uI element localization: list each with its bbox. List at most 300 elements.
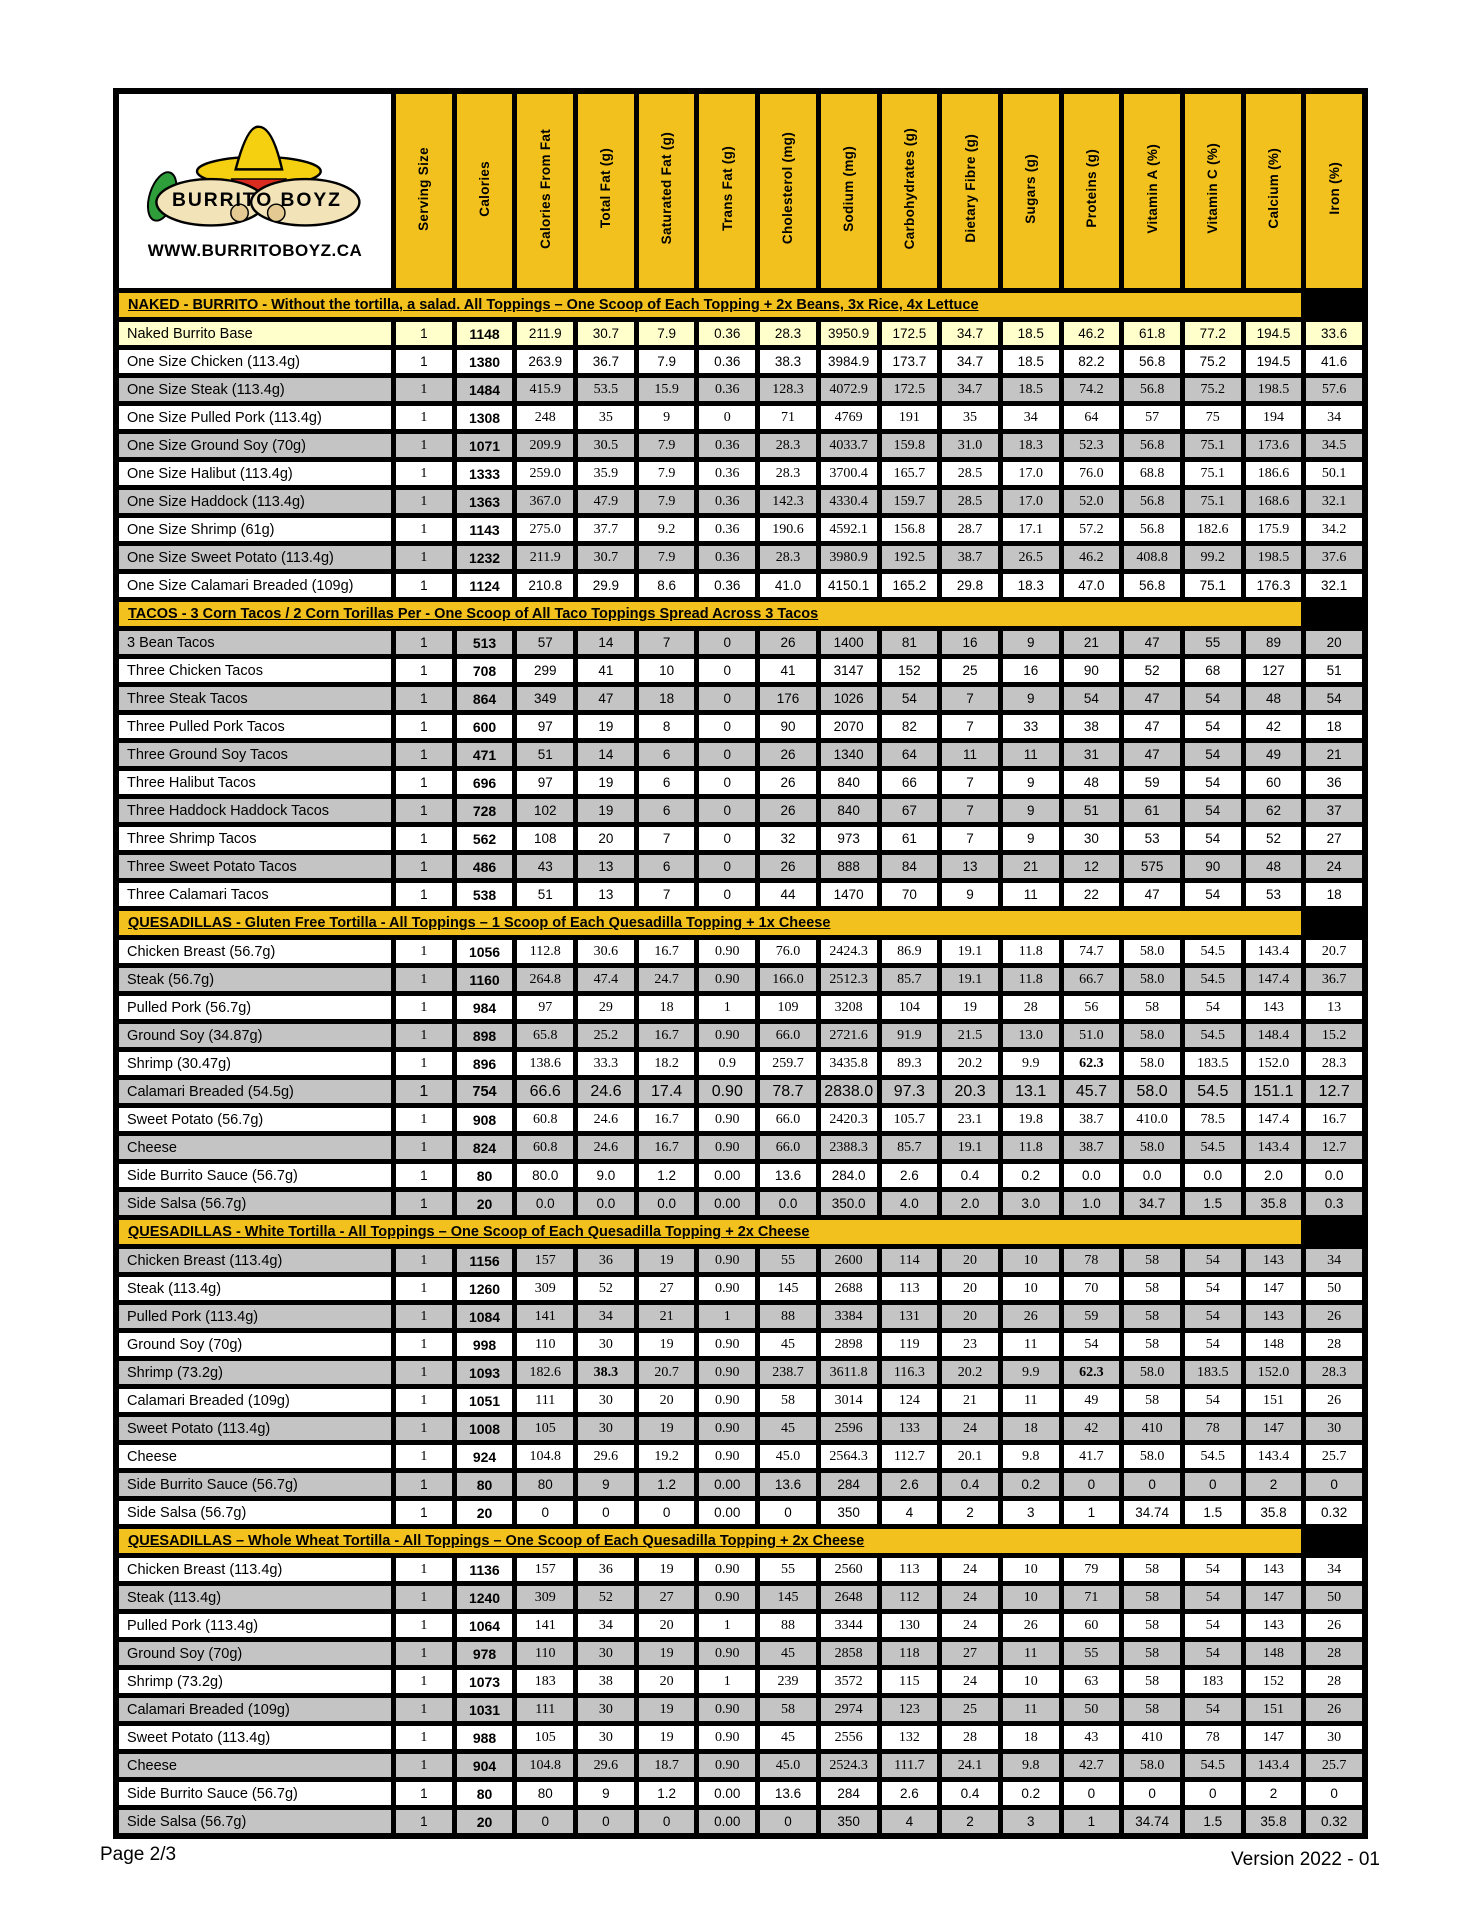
- nutrition-value-cell: 12.7: [1306, 1080, 1362, 1103]
- nutrition-value-cell: 173.7: [882, 350, 938, 373]
- nutrition-value-cell: 54: [1185, 743, 1241, 766]
- nutrition-value-cell: 0.4: [942, 1164, 998, 1187]
- nutrition-value-cell: 978: [457, 1642, 513, 1665]
- nutrition-value-cell: 1: [396, 1108, 452, 1131]
- nutrition-value-cell: 19: [639, 1249, 695, 1272]
- nutrition-value-cell: 172.5: [882, 322, 938, 345]
- nutrition-value-cell: 75.2: [1185, 350, 1241, 373]
- nutrition-value-cell: 34.7: [942, 350, 998, 373]
- nutrition-value-cell: 111.7: [882, 1754, 938, 1777]
- nutrition-value-cell: 9: [1003, 687, 1059, 710]
- nutrition-value-cell: 23: [942, 1333, 998, 1356]
- nutrition-value-cell: 1: [396, 743, 452, 766]
- nutrition-value-cell: 263.9: [517, 350, 573, 373]
- column-header-iron: [1306, 94, 1362, 288]
- nutrition-value-cell: 0.0: [578, 1192, 634, 1215]
- nutrition-value-cell: 111: [517, 1698, 573, 1721]
- nutrition-value-cell: 513: [457, 631, 513, 654]
- nutrition-value-cell: 16.7: [639, 1108, 695, 1131]
- nutrition-value-cell: 21: [942, 1389, 998, 1412]
- item-name-cell: One Size Shrimp (61g): [119, 518, 391, 541]
- nutrition-value-cell: 0: [639, 1501, 695, 1524]
- nutrition-value-cell: 35.8: [1246, 1192, 1302, 1215]
- nutrition-value-cell: 7.9: [639, 462, 695, 485]
- nutrition-value-cell: 37.6: [1306, 546, 1362, 569]
- column-header-calories: [457, 94, 513, 288]
- table-row: [119, 1164, 1362, 1187]
- nutrition-value-cell: 2524.3: [821, 1754, 877, 1777]
- nutrition-value-cell: 1: [396, 1445, 452, 1468]
- nutrition-value-cell: 259.7: [760, 1052, 816, 1075]
- nutrition-value-cell: 1: [396, 1501, 452, 1524]
- section-title: QUESADILLAS – Whole Wheat Tortilla - All Toppings – One Scoop of Each Quesadilla Topping + 2x Cheese: [128, 1533, 865, 1549]
- nutrition-value-cell: 9.8: [1003, 1754, 1059, 1777]
- nutrition-value-cell: 24.7: [639, 968, 695, 991]
- nutrition-value-cell: 4033.7: [821, 434, 877, 457]
- nutrition-value-cell: 57: [517, 631, 573, 654]
- nutrition-value-cell: 54: [1185, 1249, 1241, 1272]
- nutrition-value-cell: 1: [396, 322, 452, 345]
- nutrition-value-cell: 50.1: [1306, 462, 1362, 485]
- nutrition-value-cell: 2: [1246, 1473, 1302, 1496]
- table-row: [119, 1080, 1362, 1103]
- nutrition-value-cell: 26: [760, 855, 816, 878]
- nutrition-value-cell: 51: [517, 883, 573, 906]
- nutrition-value-cell: 20: [1306, 631, 1362, 654]
- nutrition-value-cell: 0: [1124, 1473, 1180, 1496]
- nutrition-value-cell: 0: [1185, 1473, 1241, 1496]
- nutrition-value-cell: 2070: [821, 715, 877, 738]
- nutrition-value-cell: 10: [1003, 1249, 1059, 1272]
- nutrition-value-cell: 1: [396, 1389, 452, 1412]
- item-name-cell: Steak (113.4g): [119, 1586, 391, 1609]
- item-name-cell: Sweet Potato (113.4g): [119, 1417, 391, 1440]
- nutrition-value-cell: 1: [396, 518, 452, 541]
- nutrition-value-cell: 14: [578, 743, 634, 766]
- nutrition-value-cell: 34.5: [1306, 434, 1362, 457]
- nutrition-value-cell: 10: [1003, 1558, 1059, 1581]
- nutrition-value-cell: 1008: [457, 1417, 513, 1440]
- nutrition-value-cell: 143: [1246, 1614, 1302, 1637]
- section-header-row: [119, 911, 1362, 935]
- nutrition-value-cell: 35: [578, 406, 634, 429]
- nutrition-value-cell: 54: [1185, 687, 1241, 710]
- item-name-cell: Side Burrito Sauce (56.7g): [119, 1782, 391, 1805]
- nutrition-value-cell: 28: [942, 1726, 998, 1749]
- nutrition-value-cell: 575: [1124, 855, 1180, 878]
- nutrition-value-cell: 183: [1185, 1670, 1241, 1693]
- column-header-label: Trans Fat (g): [719, 146, 735, 231]
- nutrition-value-cell: 984: [457, 996, 513, 1019]
- nutrition-value-cell: 64: [882, 743, 938, 766]
- nutrition-value-cell: 38.3: [578, 1361, 634, 1384]
- nutrition-value-cell: 194: [1246, 406, 1302, 429]
- nutrition-value-cell: 54: [1064, 687, 1120, 710]
- nutrition-value-cell: 111: [517, 1389, 573, 1412]
- nutrition-value-cell: 132: [882, 1726, 938, 1749]
- nutrition-value-cell: 0: [699, 659, 755, 682]
- nutrition-value-cell: 67: [882, 799, 938, 822]
- nutrition-value-cell: 888: [821, 855, 877, 878]
- column-header-label: Total Fat (g): [598, 148, 614, 229]
- nutrition-value-cell: 151: [1246, 1698, 1302, 1721]
- table-row: [119, 1726, 1362, 1749]
- nutrition-value-cell: 36: [578, 1558, 634, 1581]
- column-header-label: Dietary Fibre (g): [962, 134, 978, 243]
- nutrition-value-cell: 0: [699, 406, 755, 429]
- nutrition-value-cell: 78: [1185, 1726, 1241, 1749]
- table-row: [119, 1333, 1362, 1356]
- nutrition-value-cell: 54.5: [1185, 1136, 1241, 1159]
- nutrition-value-cell: 90: [1185, 855, 1241, 878]
- nutrition-value-cell: 54: [1185, 1389, 1241, 1412]
- nutrition-value-cell: 2564.3: [821, 1445, 877, 1468]
- nutrition-value-cell: 61.8: [1124, 322, 1180, 345]
- nutrition-value-cell: 68.8: [1124, 462, 1180, 485]
- nutrition-value-cell: 20: [942, 1277, 998, 1300]
- nutrition-value-cell: 1: [396, 883, 452, 906]
- nutrition-value-cell: 1.0: [1064, 1192, 1120, 1215]
- nutrition-value-cell: 46.2: [1064, 546, 1120, 569]
- nutrition-value-cell: 3980.9: [821, 546, 877, 569]
- nutrition-value-cell: 56.8: [1124, 434, 1180, 457]
- item-name-cell: One Size Chicken (113.4g): [119, 350, 391, 373]
- nutrition-value-cell: 186.6: [1246, 462, 1302, 485]
- nutrition-value-cell: 1: [396, 1670, 452, 1693]
- nutrition-value-cell: 1: [396, 715, 452, 738]
- item-name-cell: Three Chicken Tacos: [119, 659, 391, 682]
- nutrition-value-cell: 53: [1246, 883, 1302, 906]
- nutrition-value-cell: 54: [1185, 799, 1241, 822]
- nutrition-value-cell: 0.0: [517, 1192, 573, 1215]
- table-row: [119, 1136, 1362, 1159]
- nutrition-value-cell: 66.6: [517, 1080, 573, 1103]
- nutrition-value-cell: 13.6: [760, 1782, 816, 1805]
- nutrition-value-cell: 81: [882, 631, 938, 654]
- nutrition-value-cell: 145: [760, 1586, 816, 1609]
- nutrition-value-cell: 7.9: [639, 434, 695, 457]
- nutrition-value-cell: 10: [1003, 1586, 1059, 1609]
- nutrition-value-cell: 0: [1306, 1782, 1362, 1805]
- burrito-boyz-logo: [120, 95, 390, 287]
- nutrition-value-cell: 49: [1064, 1389, 1120, 1412]
- nutrition-value-cell: 80.0: [517, 1164, 573, 1187]
- nutrition-value-cell: 27: [942, 1642, 998, 1665]
- nutrition-value-cell: 1: [396, 1164, 452, 1187]
- section-header: [119, 1529, 1301, 1553]
- nutrition-value-cell: 309: [517, 1277, 573, 1300]
- nutrition-value-cell: 26: [1306, 1698, 1362, 1721]
- nutrition-value-cell: 105: [517, 1726, 573, 1749]
- nutrition-value-cell: 824: [457, 1136, 513, 1159]
- nutrition-value-cell: 25.7: [1306, 1445, 1362, 1468]
- nutrition-value-cell: 26: [760, 631, 816, 654]
- nutrition-value-cell: 0.36: [699, 518, 755, 541]
- nutrition-value-cell: 29.8: [942, 574, 998, 597]
- nutrition-value-cell: 9.9: [1003, 1052, 1059, 1075]
- table-row: [119, 574, 1362, 597]
- nutrition-value-cell: 1: [396, 1080, 452, 1103]
- nutrition-value-cell: 30: [578, 1333, 634, 1356]
- item-name-cell: One Size Haddock (113.4g): [119, 490, 391, 513]
- nutrition-value-cell: 0: [699, 827, 755, 850]
- nutrition-value-cell: 0.36: [699, 546, 755, 569]
- item-name-cell: Chicken Breast (113.4g): [119, 1558, 391, 1581]
- nutrition-value-cell: 58: [1124, 1305, 1180, 1328]
- item-name-cell: Shrimp (73.2g): [119, 1670, 391, 1693]
- nutrition-value-cell: 18: [1003, 1726, 1059, 1749]
- nutrition-value-cell: 1056: [457, 940, 513, 963]
- nutrition-value-cell: 54: [1064, 1333, 1120, 1356]
- nutrition-value-cell: 18.5: [1003, 350, 1059, 373]
- nutrition-value-cell: 183.5: [1185, 1052, 1241, 1075]
- nutrition-value-cell: 112.7: [882, 1445, 938, 1468]
- nutrition-value-cell: 34.7: [1124, 1192, 1180, 1215]
- nutrition-value-cell: 28.3: [760, 322, 816, 345]
- column-header-label: Saturated Fat (g): [659, 132, 675, 245]
- nutrition-value-cell: 0.00: [699, 1501, 755, 1524]
- nutrition-value-cell: 2898: [821, 1333, 877, 1356]
- nutrition-value-cell: 108: [517, 827, 573, 850]
- item-name-cell: Three Ground Soy Tacos: [119, 743, 391, 766]
- nutrition-value-cell: 16: [1003, 659, 1059, 682]
- table-row: [119, 1389, 1362, 1412]
- nutrition-value-cell: 12: [1064, 855, 1120, 878]
- table-row: [119, 1698, 1362, 1721]
- nutrition-value-cell: 35.8: [1246, 1810, 1302, 1833]
- nutrition-value-cell: 54: [1185, 1614, 1241, 1637]
- nutrition-value-cell: 33.6: [1306, 322, 1362, 345]
- nutrition-value-cell: 175.9: [1246, 518, 1302, 541]
- nutrition-value-cell: 12.7: [1306, 1136, 1362, 1159]
- nutrition-value-cell: 28.3: [760, 462, 816, 485]
- table-row: [119, 546, 1362, 569]
- nutrition-value-cell: 55: [760, 1249, 816, 1272]
- nutrition-value-cell: 54: [1185, 996, 1241, 1019]
- nutrition-value-cell: 350: [821, 1501, 877, 1524]
- nutrition-value-cell: 54: [1185, 1698, 1241, 1721]
- nutrition-value-cell: 147.4: [1246, 1108, 1302, 1131]
- nutrition-value-cell: 24: [942, 1558, 998, 1581]
- table-row: [119, 715, 1362, 738]
- nutrition-value-cell: 16.7: [1306, 1108, 1362, 1131]
- nutrition-value-cell: 30.7: [578, 546, 634, 569]
- nutrition-value-cell: 17.1: [1003, 518, 1059, 541]
- nutrition-value-cell: 36: [1306, 771, 1362, 794]
- nutrition-value-cell: 192.5: [882, 546, 938, 569]
- nutrition-value-cell: 0.90: [699, 1417, 755, 1440]
- nutrition-value-cell: 35.9: [578, 462, 634, 485]
- nutrition-value-cell: 1: [396, 996, 452, 1019]
- column-header-label: Vitamin C (%): [1205, 143, 1221, 234]
- nutrition-value-cell: 754: [457, 1080, 513, 1103]
- nutrition-value-cell: 1363: [457, 490, 513, 513]
- nutrition-value-cell: 52.3: [1064, 434, 1120, 457]
- nutrition-value-cell: 31.0: [942, 434, 998, 457]
- nutrition-value-cell: 194.5: [1246, 350, 1302, 373]
- table-row: [119, 799, 1362, 822]
- nutrition-value-cell: 0.36: [699, 434, 755, 457]
- nutrition-value-cell: 1148: [457, 322, 513, 345]
- nutrition-value-cell: 0.36: [699, 322, 755, 345]
- nutrition-value-cell: 19.2: [639, 1445, 695, 1468]
- nutrition-value-cell: 410: [1124, 1726, 1180, 1749]
- table-row: [119, 462, 1362, 485]
- nutrition-value-cell: 10: [1003, 1277, 1059, 1300]
- nutrition-value-cell: 78: [1185, 1417, 1241, 1440]
- nutrition-value-cell: 45: [760, 1333, 816, 1356]
- nutrition-value-cell: 74.2: [1064, 378, 1120, 401]
- nutrition-value-cell: 4150.1: [821, 574, 877, 597]
- nutrition-value-cell: 183: [517, 1670, 573, 1693]
- nutrition-value-cell: 19: [639, 1417, 695, 1440]
- nutrition-value-cell: 147.4: [1246, 968, 1302, 991]
- nutrition-value-cell: 1: [1064, 1810, 1120, 1833]
- column-header-label: Vitamin A (%): [1144, 143, 1160, 234]
- nutrition-value-cell: 367.0: [517, 490, 573, 513]
- nutrition-value-cell: 0.90: [699, 1726, 755, 1749]
- nutrition-value-cell: 0.90: [699, 1080, 755, 1103]
- nutrition-value-cell: 54: [1185, 1586, 1241, 1609]
- nutrition-value-cell: 3.0: [1003, 1192, 1059, 1215]
- nutrition-value-cell: 17.4: [639, 1080, 695, 1103]
- nutrition-value-cell: 53.5: [578, 378, 634, 401]
- nutrition-value-cell: 1: [396, 631, 452, 654]
- nutrition-value-cell: 1: [396, 1417, 452, 1440]
- nutrition-value-cell: 89.3: [882, 1052, 938, 1075]
- nutrition-value-cell: 0: [699, 687, 755, 710]
- nutrition-value-cell: 60: [1246, 771, 1302, 794]
- nutrition-value-cell: 0.36: [699, 350, 755, 373]
- nutrition-value-cell: 28: [1003, 996, 1059, 1019]
- table-row: [119, 1670, 1362, 1693]
- nutrition-value-cell: 0.32: [1306, 1501, 1362, 1524]
- nutrition-value-cell: 54: [882, 687, 938, 710]
- nutrition-value-cell: 54.5: [1185, 1024, 1241, 1047]
- nutrition-value-cell: 0: [699, 771, 755, 794]
- nutrition-value-cell: 18.3: [1003, 574, 1059, 597]
- nutrition-value-cell: 198.5: [1246, 546, 1302, 569]
- nutrition-value-cell: 60: [1064, 1614, 1120, 1637]
- table-row: [119, 1782, 1362, 1805]
- nutrition-value-cell: 11: [1003, 1698, 1059, 1721]
- table-row: [119, 1052, 1362, 1075]
- item-name-cell: Ground Soy (70g): [119, 1642, 391, 1665]
- nutrition-value-cell: 1: [396, 1726, 452, 1749]
- nutrition-value-cell: 52: [578, 1277, 634, 1300]
- section-title: QUESADILLAS - Gluten Free Tortilla - All Toppings – 1 Scoop of Each Quesadilla Topping + 1x Cheese: [128, 915, 831, 931]
- nutrition-value-cell: 88: [760, 1614, 816, 1637]
- nutrition-value-cell: 58.0: [1124, 1136, 1180, 1159]
- nutrition-value-cell: 0: [760, 1501, 816, 1524]
- nutrition-value-cell: 104.8: [517, 1445, 573, 1468]
- nutrition-value-cell: 64: [1064, 406, 1120, 429]
- nutrition-value-cell: 29: [578, 996, 634, 1019]
- nutrition-value-cell: 45.0: [760, 1445, 816, 1468]
- nutrition-value-cell: 2858: [821, 1642, 877, 1665]
- nutrition-value-cell: 34.74: [1124, 1810, 1180, 1833]
- nutrition-value-cell: 309: [517, 1586, 573, 1609]
- item-name-cell: Three Calamari Tacos: [119, 883, 391, 906]
- nutrition-value-cell: 61: [1124, 799, 1180, 822]
- nutrition-value-cell: 24: [942, 1417, 998, 1440]
- table-row: [119, 1108, 1362, 1131]
- nutrition-value-cell: 7: [942, 827, 998, 850]
- nutrition-value-cell: 4592.1: [821, 518, 877, 541]
- nutrition-value-cell: 0.90: [699, 1558, 755, 1581]
- nutrition-value-cell: 143.4: [1246, 1136, 1302, 1159]
- nutrition-value-cell: 75.2: [1185, 378, 1241, 401]
- nutrition-value-cell: 58.0: [1124, 1052, 1180, 1075]
- item-name-cell: Side Salsa (56.7g): [119, 1192, 391, 1215]
- nutrition-value-cell: 45.7: [1064, 1080, 1120, 1103]
- nutrition-value-cell: 28.3: [760, 546, 816, 569]
- nutrition-value-cell: 0: [1185, 1782, 1241, 1805]
- nutrition-value-cell: 71: [1064, 1586, 1120, 1609]
- section-title: NAKED - BURRITO - Without the tortilla, a salad. All Toppings – One Scoop of Each Topping + 2x Beans, 3x Rice, 4x Lettuce: [128, 297, 979, 313]
- nutrition-value-cell: 2: [1246, 1782, 1302, 1805]
- nutrition-value-cell: 47: [1124, 631, 1180, 654]
- nutrition-value-cell: 1: [396, 827, 452, 850]
- nutrition-value-cell: 128.3: [760, 378, 816, 401]
- nutrition-value-cell: 123: [882, 1698, 938, 1721]
- nutrition-value-cell: 211.9: [517, 546, 573, 569]
- nutrition-value-cell: 56.8: [1124, 574, 1180, 597]
- item-name-cell: Cheese: [119, 1754, 391, 1777]
- nutrition-value-cell: 0: [1124, 1782, 1180, 1805]
- nutrition-value-cell: 248: [517, 406, 573, 429]
- nutrition-value-cell: 20: [457, 1192, 513, 1215]
- nutrition-value-cell: 66.7: [1064, 968, 1120, 991]
- nutrition-value-cell: 33.3: [578, 1052, 634, 1075]
- nutrition-value-cell: 3014: [821, 1389, 877, 1412]
- nutrition-value-cell: 48: [1246, 687, 1302, 710]
- nutrition-value-cell: 54: [1306, 687, 1362, 710]
- nutrition-value-cell: 2388.3: [821, 1136, 877, 1159]
- nutrition-value-cell: 85.7: [882, 968, 938, 991]
- nutrition-value-cell: 58: [1124, 1586, 1180, 1609]
- nutrition-value-cell: 0: [1064, 1473, 1120, 1496]
- nutrition-value-cell: 70: [1064, 1277, 1120, 1300]
- nutrition-value-cell: 27: [639, 1586, 695, 1609]
- nutrition-value-cell: 41: [578, 659, 634, 682]
- nutrition-value-cell: 99.2: [1185, 546, 1241, 569]
- nutrition-value-cell: 2420.3: [821, 1108, 877, 1131]
- nutrition-value-cell: 7: [639, 883, 695, 906]
- table-row: [119, 1192, 1362, 1215]
- nutrition-value-cell: 25: [942, 659, 998, 682]
- nutrition-value-cell: 988: [457, 1726, 513, 1749]
- nutrition-value-cell: 38.7: [1064, 1108, 1120, 1131]
- nutrition-value-cell: 28.3: [1306, 1361, 1362, 1384]
- nutrition-value-cell: 30.7: [578, 322, 634, 345]
- nutrition-value-cell: 38: [1064, 715, 1120, 738]
- nutrition-value-cell: 80: [517, 1473, 573, 1496]
- nutrition-value-cell: 0.36: [699, 462, 755, 485]
- nutrition-value-cell: 156.8: [882, 518, 938, 541]
- nutrition-value-cell: 0.90: [699, 1277, 755, 1300]
- column-header-sodium-mg: [821, 94, 877, 288]
- nutrition-value-cell: 58.0: [1124, 1024, 1180, 1047]
- nutrition-value-cell: 696: [457, 771, 513, 794]
- nutrition-value-cell: 165.2: [882, 574, 938, 597]
- nutrition-value-cell: 1: [396, 1810, 452, 1833]
- item-name-cell: Calamari Breaded (54.5g): [119, 1080, 391, 1103]
- nutrition-value-cell: 3572: [821, 1670, 877, 1693]
- nutrition-value-cell: 9: [1003, 827, 1059, 850]
- nutrition-value-cell: 24: [942, 1586, 998, 1609]
- table-row: [119, 631, 1362, 654]
